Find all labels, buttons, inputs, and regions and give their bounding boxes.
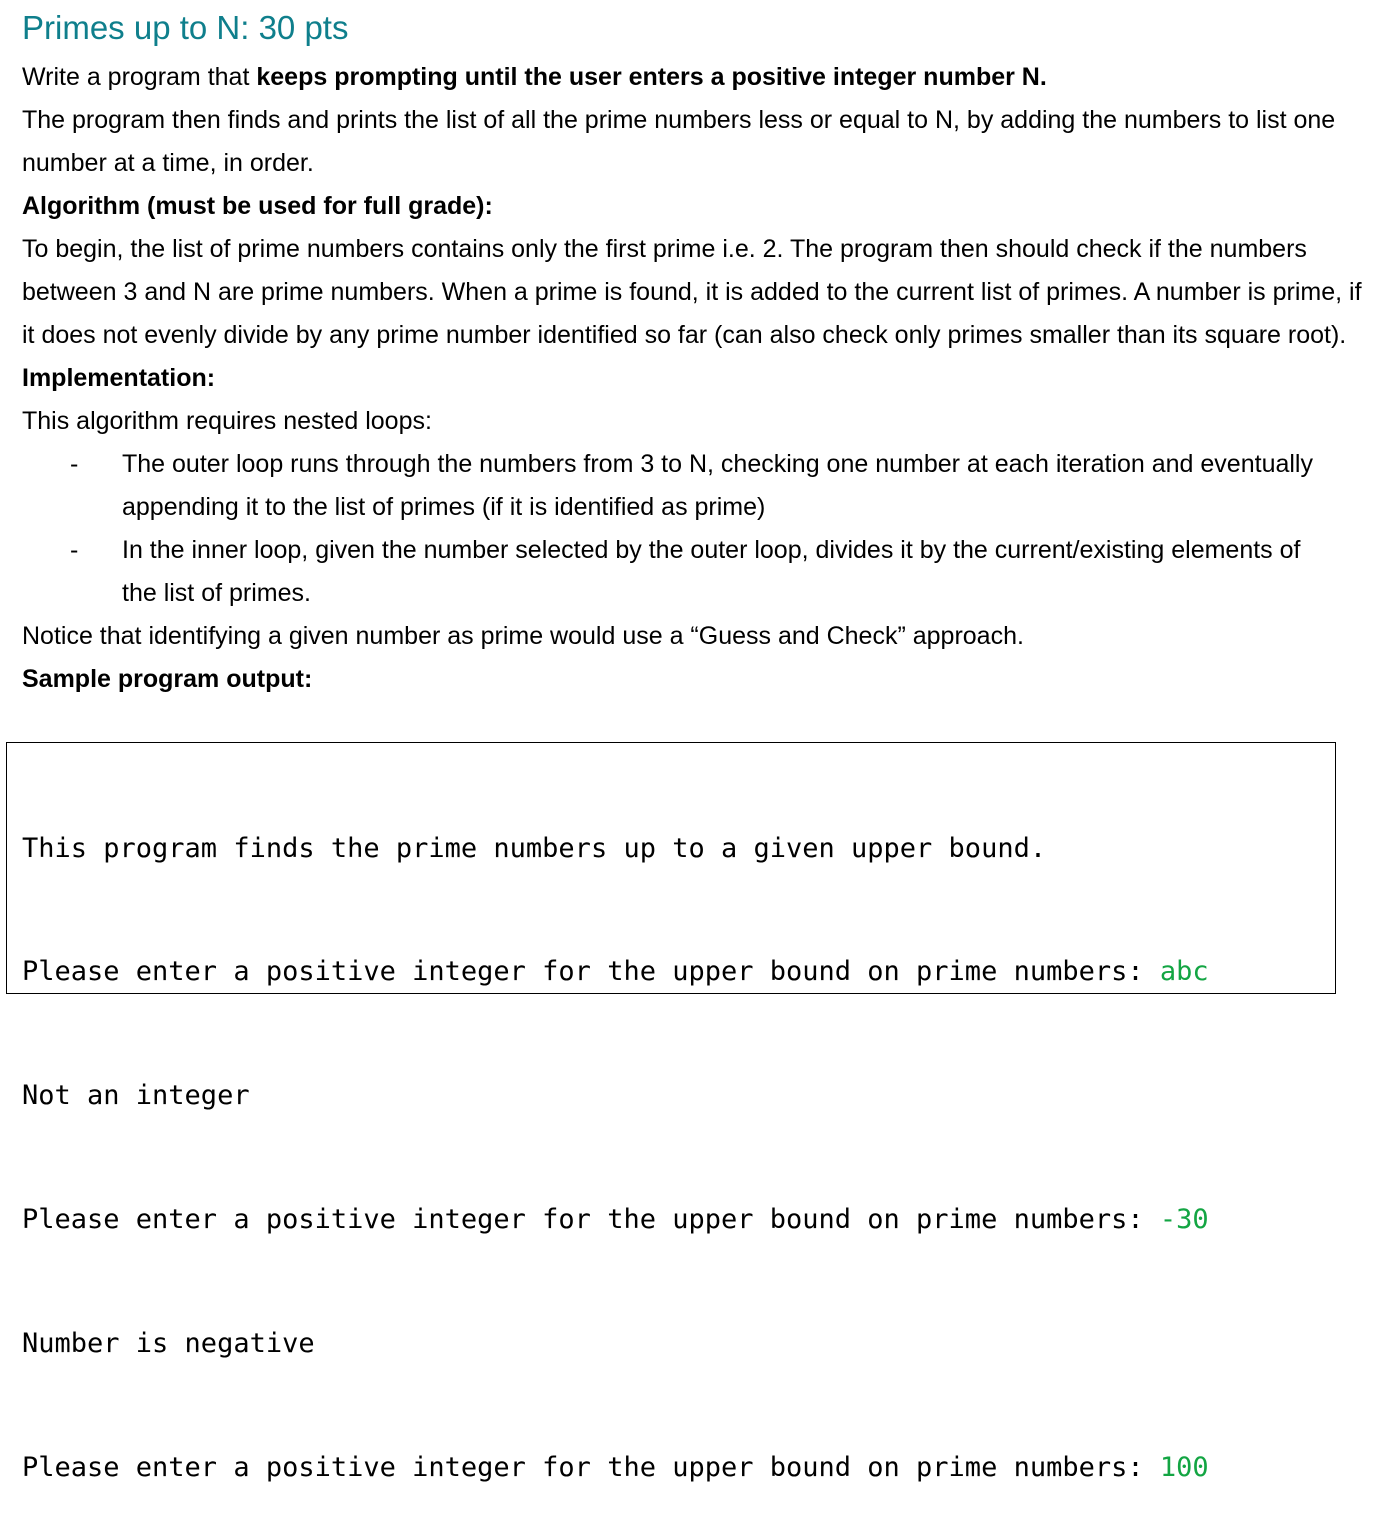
implementation-heading: Implementation: — [22, 364, 216, 392]
intro-line-1-prefix: Write a program that — [22, 63, 257, 91]
console-prompt: Please enter a positive integer for the upper bound on prime numbers: — [22, 1452, 1160, 1484]
notice-text: Notice that identifying a given number as prime would use a “Guess and Check” approach. — [22, 622, 1024, 650]
console-user-input: 100 — [1159, 1452, 1209, 1484]
console-prompt: Please enter a positive integer for the upper bound on prime numbers: — [22, 956, 1160, 988]
console-line — [22, 1447, 1335, 1488]
bullet-dash: - — [70, 450, 79, 478]
console-line — [22, 1199, 1335, 1240]
intro-line-1 — [22, 56, 1362, 99]
bullet-text: In the inner loop, given the number selected by the outer loop, divides it by the current/existing elements of the list of primes. — [122, 536, 1301, 607]
intro-line-1-bold: keeps prompting until the user enters a positive integer number N. — [256, 63, 1047, 91]
document-page — [22, 6, 1362, 701]
console-text: Not an integer — [22, 1080, 250, 1112]
console-line — [22, 951, 1335, 992]
page-title: Primes up to N: 30 pts — [22, 9, 349, 46]
sample-output-heading: Sample program output: — [22, 665, 313, 693]
bullet-text: The outer loop runs through the numbers from 3 to N, checking one number at each iteration and eventually appending it to the list of primes (if it is identified as prime) — [122, 450, 1313, 521]
console-line — [22, 1075, 1335, 1116]
algorithm-heading: Algorithm (must be used for full grade): — [22, 192, 493, 220]
console-line — [22, 828, 1335, 869]
console-user-input: abc — [1159, 956, 1209, 988]
implementation-bullets — [22, 443, 1362, 615]
algorithm-body: To begin, the list of prime numbers contains only the first prime i.e. 2. The program then should check if the numbers between 3 and N are prime numbers. When a prime is found, it is added to the current list of primes. A number is prime, if it does not evenly divide by any prime number identified so far (can also check only primes smaller than its square root). — [22, 235, 1362, 349]
bullet-item-inner-loop — [22, 529, 1332, 615]
sample-output-console — [6, 742, 1336, 1484]
bullet-dash: - — [70, 536, 79, 564]
intro-line-2: The program then finds and prints the list of all the prime numbers less or equal to N, by adding the numbers to list one number at a time, in order. — [22, 106, 1336, 177]
console-line — [22, 1323, 1335, 1364]
console-user-input: -30 — [1159, 1204, 1209, 1236]
bullet-item-outer-loop — [22, 443, 1332, 529]
implementation-intro: This algorithm requires nested loops: — [22, 407, 432, 435]
console-text: Number is negative — [22, 1328, 315, 1360]
console-prompt: Please enter a positive integer for the upper bound on prime numbers: — [22, 1204, 1160, 1236]
console-text: This program finds the prime numbers up to a given upper bound. — [22, 832, 1047, 864]
